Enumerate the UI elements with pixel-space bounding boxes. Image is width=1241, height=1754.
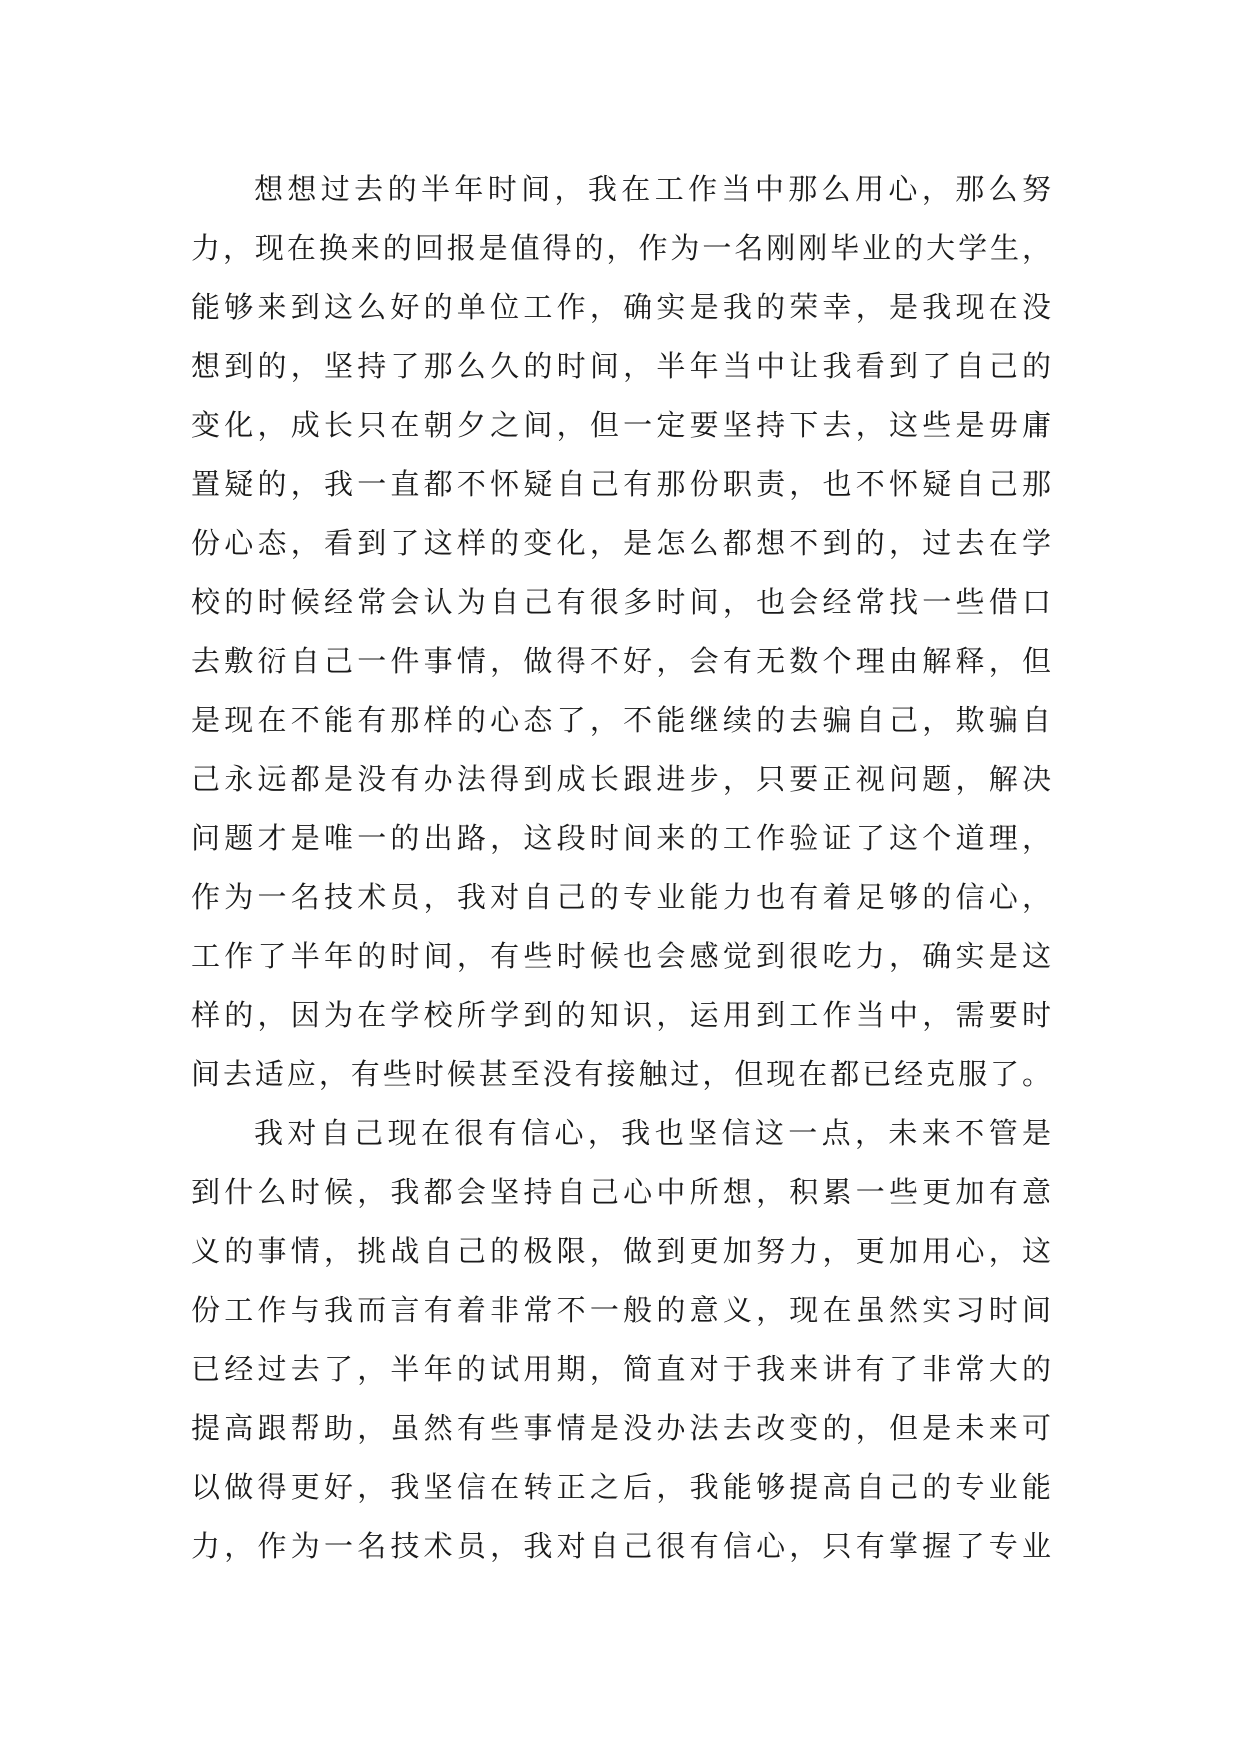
text-line: 间去适应，有些时候甚至没有接触过，但现在都已经克服了。 bbox=[191, 1057, 1051, 1091]
text-line: 想到的，坚持了那么久的时间，半年当中让我看到了自己的 bbox=[191, 349, 1051, 383]
text-line: 作为一名技术员，我对自己的专业能力也有着足够的信心， bbox=[191, 880, 1051, 914]
text-line: 置疑的，我一直都不怀疑自己有那份职责，也不怀疑自己那 bbox=[191, 467, 1051, 501]
text-line: 变化，成长只在朝夕之间，但一定要坚持下去，这些是毋庸 bbox=[191, 408, 1051, 442]
text-line: 工作了半年的时间，有些时候也会感觉到很吃力，确实是这 bbox=[191, 939, 1051, 973]
text-line: 想想过去的半年时间，我在工作当中那么用心，那么努 bbox=[254, 172, 1051, 206]
text-line: 能够来到这么好的单位工作，确实是我的荣幸，是我现在没 bbox=[191, 290, 1051, 324]
text-line: 我对自己现在很有信心，我也坚信这一点，未来不管是 bbox=[254, 1116, 1051, 1150]
text-line: 份工作与我而言有着非常不一般的意义，现在虽然实习时间 bbox=[191, 1293, 1051, 1327]
text-line: 提高跟帮助，虽然有些事情是没办法去改变的，但是未来可 bbox=[191, 1411, 1051, 1445]
text-line: 已经过去了，半年的试用期，简直对于我来讲有了非常大的 bbox=[191, 1352, 1051, 1386]
paragraph-1 bbox=[191, 160, 1051, 1104]
body-text bbox=[191, 160, 1051, 1576]
text-line: 问题才是唯一的出路，这段时间来的工作验证了这个道理， bbox=[191, 821, 1051, 855]
text-line: 己永远都是没有办法得到成长跟进步，只要正视问题，解决 bbox=[191, 762, 1051, 796]
text-line: 力，作为一名技术员，我对自己很有信心，只有掌握了专业 bbox=[191, 1529, 1051, 1563]
text-line: 到什么时候，我都会坚持自己心中所想，积累一些更加有意 bbox=[191, 1175, 1051, 1209]
text-line: 力，现在换来的回报是值得的，作为一名刚刚毕业的大学生， bbox=[191, 231, 1051, 265]
text-line: 样的，因为在学校所学到的知识，运用到工作当中，需要时 bbox=[191, 998, 1051, 1032]
text-line: 份心态，看到了这样的变化，是怎么都想不到的，过去在学 bbox=[191, 526, 1051, 560]
text-line: 以做得更好，我坚信在转正之后，我能够提高自己的专业能 bbox=[191, 1470, 1051, 1504]
text-line: 是现在不能有那样的心态了，不能继续的去骗自己，欺骗自 bbox=[191, 703, 1051, 737]
paragraph-2 bbox=[191, 1104, 1051, 1576]
text-line: 义的事情，挑战自己的极限，做到更加努力，更加用心，这 bbox=[191, 1234, 1051, 1268]
text-line: 去敷衍自己一件事情，做得不好，会有无数个理由解释，但 bbox=[191, 644, 1051, 678]
text-line: 校的时候经常会认为自己有很多时间，也会经常找一些借口 bbox=[191, 585, 1051, 619]
